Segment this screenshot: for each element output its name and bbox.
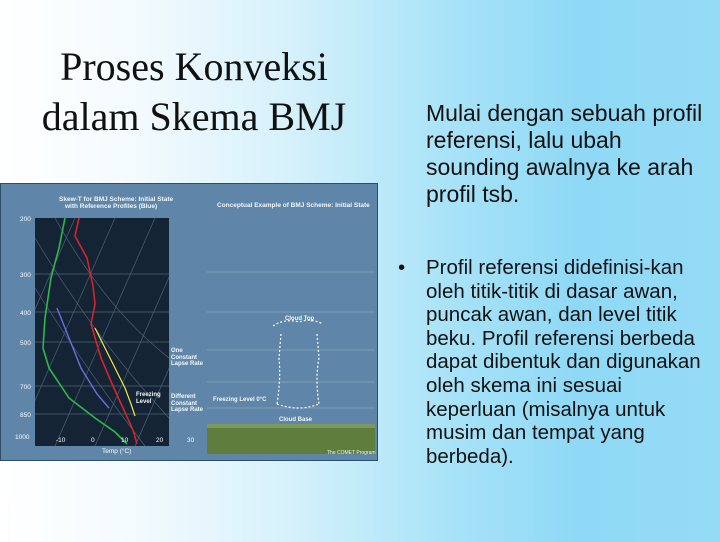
label-freezing-level: Freezing Level	[136, 392, 161, 405]
label-freezing-level-0c: Freezing Level 0°C	[213, 397, 267, 403]
x-tick-0: 0	[91, 437, 95, 444]
y-tick-1000: 1000	[15, 434, 30, 441]
intro-text: Mulai dengan sebuah profil referensi, lalu ubah sounding awalnya ke arah profil tsb.	[426, 100, 703, 207]
y-tick-200: 200	[20, 216, 31, 223]
left-panel-title-line2: with Reference Profiles (Blue)	[65, 203, 158, 210]
right-panel-title: Conceptual Example of BMJ Scheme: Initial State	[217, 202, 370, 209]
label-cloud-base: Cloud Base	[279, 417, 313, 423]
slide-title	[14, 42, 374, 142]
label-one-constant: One Constant Lapse Rate	[171, 348, 204, 367]
y-tick-500: 500	[20, 340, 31, 347]
bullet-text: Profil referensi didefinisi-kan oleh titik-titik di dasar awan, puncak awan, dan level titik beku. Profil referensi berbeda dapat dibentuk dan digunakan oleh skema ini sesuai keperluan (misalnya untuk musim dan tempat yang berbeda).	[426, 256, 701, 468]
dewpoint-profile	[43, 218, 127, 444]
x-axis-label: Temp (°C)	[102, 448, 132, 455]
skew-t-diagram	[35, 218, 169, 446]
label-different-constant: Different Constant Lapse Rate	[171, 394, 204, 413]
y-tick-700: 700	[20, 384, 31, 391]
slide-title-line2: dalam Skema BMJ	[41, 94, 347, 139]
x-tick-10: 10	[121, 437, 129, 444]
cloud-outline	[273, 320, 323, 408]
y-tick-400: 400	[20, 310, 31, 317]
left-panel-title-line1: Skew-T for BMJ Scheme: Initial State	[59, 196, 174, 203]
y-tick-300: 300	[20, 272, 31, 279]
y-axis-label: Pressure (hPa)	[6, 498, 13, 542]
left-panel-title	[59, 196, 199, 210]
slide-title-line1: Proses Konveksi	[60, 44, 328, 89]
figure-credit: The COMET Program	[327, 450, 376, 456]
x-tick-20: 20	[156, 437, 164, 444]
x-tick-m10: -10	[56, 437, 66, 444]
y-tick-850: 850	[20, 412, 31, 419]
bmj-figure	[0, 183, 378, 542]
label-cloud-top: Cloud Top	[285, 316, 315, 322]
skew-t-plot	[35, 218, 169, 446]
x-tick-30: 30	[187, 437, 195, 444]
bullet-symbol: •	[398, 256, 406, 279]
